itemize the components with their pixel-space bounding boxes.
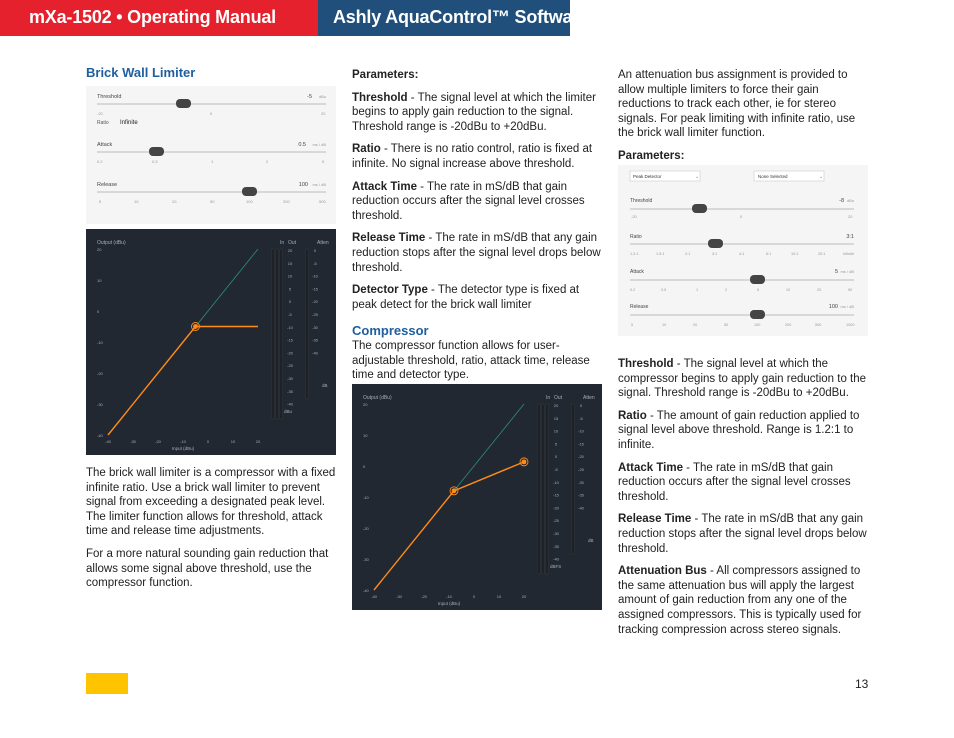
threshold-slider-handle[interactable] xyxy=(692,204,707,213)
param-ratio: Ratio - There is no ratio control, ratio is fixed at infinite. No signal increase above threshold. xyxy=(352,143,593,170)
column-3-params xyxy=(618,357,870,645)
meter-scale-label: -25 xyxy=(287,363,293,369)
unity-gain-line xyxy=(454,404,524,491)
atten-scale-label: -40 xyxy=(312,350,318,356)
svg-text:50: 50 xyxy=(724,323,729,327)
y-tick-label: -40 xyxy=(97,433,103,438)
atten-scale-label: -30 xyxy=(312,324,318,330)
x-tick-label: 20 xyxy=(255,439,261,444)
atten-scale-label: -10 xyxy=(312,273,318,279)
param-ratio: Ratio - The amount of gain reduction applied to signal level above threshold. Range is 1.2:1 to infinite. xyxy=(618,409,860,451)
meter-scale-label: -15 xyxy=(287,337,293,343)
svg-text:2:1: 2:1 xyxy=(685,252,691,256)
atten-meter-bar xyxy=(306,249,308,399)
meter-unit-left: dBu xyxy=(284,409,293,414)
x-tick-label: -10 xyxy=(446,594,452,599)
endpoint-point xyxy=(522,459,527,464)
x-tick-label: 20 xyxy=(521,594,527,599)
atten-scale-label: -10 xyxy=(578,428,584,434)
param-attenuation-bus: Attenuation Bus - All compressors assigned to the same attenuation bus will apply the largest amount of gain reduction from any one of the assigned compressors. This is typically used for tracking compression across stereo signals. xyxy=(618,565,862,636)
atten-scale-label: -35 xyxy=(578,492,584,498)
chevron-down-icon: ⌄ xyxy=(819,174,824,180)
atten-scale-label: -20 xyxy=(578,454,584,460)
manual-title: mXa-1502 • Operating Manual xyxy=(29,7,276,27)
svg-text:5: 5 xyxy=(757,288,760,292)
ratio-label: Ratio xyxy=(97,120,109,126)
compressor-graph-svg xyxy=(352,384,602,610)
level-meter-bar xyxy=(272,249,274,419)
input-axis-label: Input (dBu) xyxy=(171,446,195,451)
attack-tick: 5 xyxy=(322,159,325,164)
meter-in-label: In xyxy=(280,240,285,246)
y-tick-label: -30 xyxy=(97,402,103,407)
x-tick-label: -30 xyxy=(396,594,402,599)
svg-text:100: 100 xyxy=(754,323,761,327)
meter-scale-label: 20 xyxy=(287,248,293,253)
release-tick: 100 xyxy=(246,199,253,204)
level-meter-bar xyxy=(276,249,278,419)
attack-tick: 1 xyxy=(211,159,214,164)
atten-scale-label: -20 xyxy=(312,299,318,305)
atten-scale-label: -35 xyxy=(312,337,318,343)
page-number: 13 xyxy=(855,677,869,691)
output-axis-label: Output (dBu) xyxy=(97,240,126,246)
svg-text:2: 2 xyxy=(725,288,728,292)
svg-text:10: 10 xyxy=(786,288,791,292)
compressor-description: The compressor function allows for user-adjustable threshold, ratio, attack time, release time and detector type. xyxy=(352,339,590,382)
y-tick-label: -20 xyxy=(97,371,103,376)
y-tick-label: -20 xyxy=(363,526,369,531)
threshold-unit: dBu xyxy=(846,198,854,203)
threshold-value: -8 xyxy=(839,198,844,204)
atten-scale-label: 0 xyxy=(313,248,317,253)
x-tick-label: -40 xyxy=(105,439,111,444)
meter-in-label: In xyxy=(546,395,551,401)
atten-scale-label: -5 xyxy=(579,415,583,421)
compressor-settings-svg xyxy=(618,165,868,336)
meter-out-label: Out xyxy=(288,240,297,246)
limiter-settings-svg xyxy=(86,86,336,224)
meter-scale-label: -40 xyxy=(287,401,293,407)
meter-scale-label: -35 xyxy=(553,543,559,549)
header-manual-banner xyxy=(0,0,318,36)
threshold-unit: dBu xyxy=(318,94,326,99)
atten-meter-bar xyxy=(572,404,574,554)
header-software-banner xyxy=(318,0,589,36)
release-tick: 200 xyxy=(283,199,290,204)
column-3 xyxy=(618,68,870,172)
meter-atten-label: Atten xyxy=(583,395,595,401)
svg-text:10:1: 10:1 xyxy=(791,252,799,256)
atten-scale-label: 0 xyxy=(579,403,583,408)
level-meter-bar xyxy=(546,404,548,574)
param-attack: Attack Time - The rate in mS/dB that gain reduction occurs after the signal level crosses threshold. xyxy=(352,180,585,222)
param-attack: Attack Time - The rate in mS/dB that gain reduction occurs after the signal level crosses threshold. xyxy=(618,461,851,503)
meter-scale-label: 0 xyxy=(554,454,558,460)
compressor-transfer-graph xyxy=(352,384,602,610)
ratio-slider-handle[interactable] xyxy=(708,239,723,248)
attack-tick: 0.2 xyxy=(97,159,103,164)
limiter-graph-svg xyxy=(86,229,336,455)
release-unit: ms / dB xyxy=(840,304,854,309)
threshold-tick: 20 xyxy=(321,111,326,116)
threshold-knee-point xyxy=(193,324,198,329)
attack-unit: ms / dB xyxy=(312,142,326,147)
svg-text:1000: 1000 xyxy=(846,323,855,327)
column-2 xyxy=(352,68,604,391)
svg-text:1.2:1: 1.2:1 xyxy=(630,252,639,256)
y-tick-label: -10 xyxy=(97,340,103,345)
x-tick-label: -20 xyxy=(155,439,161,444)
meter-out-label: Out xyxy=(554,395,563,401)
atten-scale-label: -15 xyxy=(312,286,318,292)
transfer-curve xyxy=(108,327,258,436)
software-title: Ashly AquaControl™ Software xyxy=(333,7,589,27)
svg-text:6:1: 6:1 xyxy=(766,252,772,256)
svg-text:5: 5 xyxy=(631,323,634,327)
attack-value: 0.5 xyxy=(298,142,306,148)
attenuation-bus-intro: An attenuation bus assignment is provided to allow multiple limiters to force their gain reductions to track each other, ie for stereo signals. For peak limiting with infinite ratio, use the brick wall limiter function. xyxy=(618,69,856,140)
column-1-text xyxy=(86,466,340,599)
svg-text:4:1: 4:1 xyxy=(739,252,745,256)
release-slider-handle[interactable] xyxy=(242,187,257,196)
meter-scale-label: 15 xyxy=(553,415,559,421)
x-tick-label: -40 xyxy=(371,594,377,599)
x-tick-label: -30 xyxy=(130,439,136,444)
svg-text:20: 20 xyxy=(693,323,698,327)
x-tick-label: 0 xyxy=(206,439,210,444)
meter-scale-label: -10 xyxy=(553,479,559,485)
param-threshold: Threshold - The signal level at which the limiter begins to apply gain reduction to the signal. Threshold range is -20dBu to +20dBu. xyxy=(352,91,596,133)
y-tick-label: 0 xyxy=(97,309,100,314)
release-value: 100 xyxy=(828,304,838,310)
svg-text:1: 1 xyxy=(696,288,699,292)
parameters-heading: Parameters: xyxy=(618,149,685,162)
meter-scale-label: 20 xyxy=(553,403,559,408)
threshold-knee-point xyxy=(452,488,457,493)
svg-text:-20: -20 xyxy=(631,214,637,219)
attack-tick: 0.5 xyxy=(152,159,158,164)
attack-unit: ms / dB xyxy=(840,269,854,274)
threshold-label: Threshold xyxy=(630,198,653,204)
meter-scale-label: -40 xyxy=(553,556,559,562)
svg-text:0.5: 0.5 xyxy=(661,288,667,292)
limiter-natural-note: For a more natural sounding gain reduction that allows some signal above threshold, use the compressor function. xyxy=(86,547,329,590)
atten-scale-label: -25 xyxy=(578,467,584,472)
meter-unit-right: dB xyxy=(588,538,594,543)
meter-unit-left: dBFS xyxy=(550,564,562,569)
svg-text:Infinite: Infinite xyxy=(843,252,855,256)
meter-scale-label: -5 xyxy=(554,467,558,472)
y-tick-label: 10 xyxy=(97,278,102,283)
transfer-curve xyxy=(374,462,524,590)
attack-slider-handle[interactable] xyxy=(750,275,765,284)
x-tick-label: 0 xyxy=(472,594,476,599)
meter-scale-label: -10 xyxy=(287,324,293,330)
meter-scale-label: -15 xyxy=(553,492,559,498)
x-tick-label: 10 xyxy=(230,439,236,444)
meter-scale-label: 0 xyxy=(288,299,292,305)
svg-text:20: 20 xyxy=(848,214,853,219)
y-tick-label: 0 xyxy=(363,464,366,469)
atten-scale-label: -25 xyxy=(312,312,318,317)
section-title-compressor: Compressor xyxy=(352,323,429,339)
release-tick: 5 xyxy=(99,199,102,204)
x-tick-label: 10 xyxy=(496,594,502,599)
meter-scale-label: -30 xyxy=(553,531,559,536)
param-threshold: Threshold - The signal level at which the compressor begins to apply gain reduction to the signal. Threshold range is -20dBu to +20dBu. xyxy=(618,358,867,400)
threshold-label: Threshold xyxy=(97,94,122,100)
release-tick: 500 xyxy=(319,199,326,204)
threshold-slider-handle[interactable] xyxy=(176,99,191,108)
release-tick: 20 xyxy=(172,199,177,204)
atten-scale-label: -15 xyxy=(578,441,584,447)
attack-label: Attack xyxy=(97,142,113,148)
detector-select-value: Peak Detector xyxy=(633,174,662,179)
ratio-value: 3:1 xyxy=(846,234,854,240)
y-tick-label: -10 xyxy=(363,495,369,500)
meter-scale-label: -20 xyxy=(287,350,293,356)
x-tick-label: -20 xyxy=(421,594,427,599)
release-label: Release xyxy=(630,304,649,310)
limiter-transfer-graph xyxy=(86,229,336,455)
param-release: Release Time - The rate in mS/dB that any gain reduction stops after the signal level drops below threshold. xyxy=(352,232,601,274)
limiter-settings-panel xyxy=(86,86,336,224)
param-release: Release Time - The rate in mS/dB that any gain reduction stops after the signal level drops below threshold. xyxy=(618,513,867,555)
bus-select-value: None Selected xyxy=(758,174,788,179)
limiter-description: The brick wall limiter is a compressor with a fixed infinite ratio. Use a brick wall limiter to prevent signal from exceeding a designated peak level. The limiter function allows for threshold, attack time and release time adjustments. xyxy=(86,467,336,538)
meter-atten-label: Atten xyxy=(317,240,329,246)
attack-slider-handle[interactable] xyxy=(149,147,164,156)
atten-scale-label: -40 xyxy=(578,505,584,511)
meter-scale-label: -20 xyxy=(553,505,559,511)
y-tick-label: 20 xyxy=(363,402,368,407)
x-tick-label: -10 xyxy=(180,439,186,444)
input-axis-label: Input (dBu) xyxy=(437,601,461,606)
svg-text:20: 20 xyxy=(817,288,822,292)
release-unit: ms / dB xyxy=(312,182,326,187)
attack-tick: 2 xyxy=(266,159,269,164)
threshold-tick: -20 xyxy=(97,111,103,116)
release-slider-handle[interactable] xyxy=(750,310,765,319)
y-tick-label: -40 xyxy=(363,588,369,593)
section-title-brick-wall-limiter: Brick Wall Limiter xyxy=(86,65,196,80)
y-tick-label: 20 xyxy=(97,247,102,252)
meter-scale-label: -30 xyxy=(287,376,293,381)
footer-accent-bar xyxy=(86,673,128,694)
svg-text:10: 10 xyxy=(662,323,667,327)
meter-unit-right: dB xyxy=(322,383,328,388)
column-1 xyxy=(86,66,340,81)
ratio-label: Ratio xyxy=(630,234,642,240)
svg-text:20:1: 20:1 xyxy=(818,252,826,256)
level-meter-bar xyxy=(538,404,540,574)
svg-text:0: 0 xyxy=(740,214,743,219)
release-tick: 50 xyxy=(210,199,215,204)
meter-scale-label: 10 xyxy=(287,273,293,279)
threshold-value: -5 xyxy=(307,94,312,100)
compressor-settings-panel xyxy=(618,165,868,336)
release-value: 100 xyxy=(298,182,308,188)
meter-scale-label: 15 xyxy=(287,260,293,266)
ratio-value: Infinite xyxy=(120,120,138,126)
chevron-down-icon: ⌄ xyxy=(695,174,700,180)
attack-value: 5 xyxy=(834,269,838,275)
y-tick-label: -30 xyxy=(363,557,369,562)
meter-scale-label: 5 xyxy=(554,441,558,447)
atten-scale-label: -30 xyxy=(578,479,584,485)
unity-gain-line xyxy=(196,249,259,327)
level-meter-bar xyxy=(542,404,544,574)
release-label: Release xyxy=(97,182,118,188)
atten-scale-label: -5 xyxy=(313,260,317,266)
attack-label: Attack xyxy=(630,269,644,275)
y-tick-label: 10 xyxy=(363,433,368,438)
meter-scale-label: -25 xyxy=(553,518,559,524)
svg-text:0.2: 0.2 xyxy=(630,288,636,292)
output-axis-label: Output (dBu) xyxy=(363,395,392,401)
svg-text:200: 200 xyxy=(785,323,792,327)
release-tick: 10 xyxy=(134,199,139,204)
meter-scale-label: 5 xyxy=(288,286,292,292)
svg-text:500: 500 xyxy=(815,323,822,327)
svg-text:50: 50 xyxy=(848,288,853,292)
level-meter-bar xyxy=(280,249,282,419)
param-detector: Detector Type - The detector type is fixed at peak detect for the brick wall limiter xyxy=(352,284,580,311)
threshold-tick: 0 xyxy=(210,111,213,116)
svg-text:3:1: 3:1 xyxy=(712,252,718,256)
svg-text:1.5:1: 1.5:1 xyxy=(656,252,665,256)
parameters-heading: Parameters: xyxy=(352,69,419,81)
meter-scale-label: -5 xyxy=(288,312,292,317)
meter-scale-label: -35 xyxy=(287,388,293,394)
meter-scale-label: 10 xyxy=(553,428,559,434)
